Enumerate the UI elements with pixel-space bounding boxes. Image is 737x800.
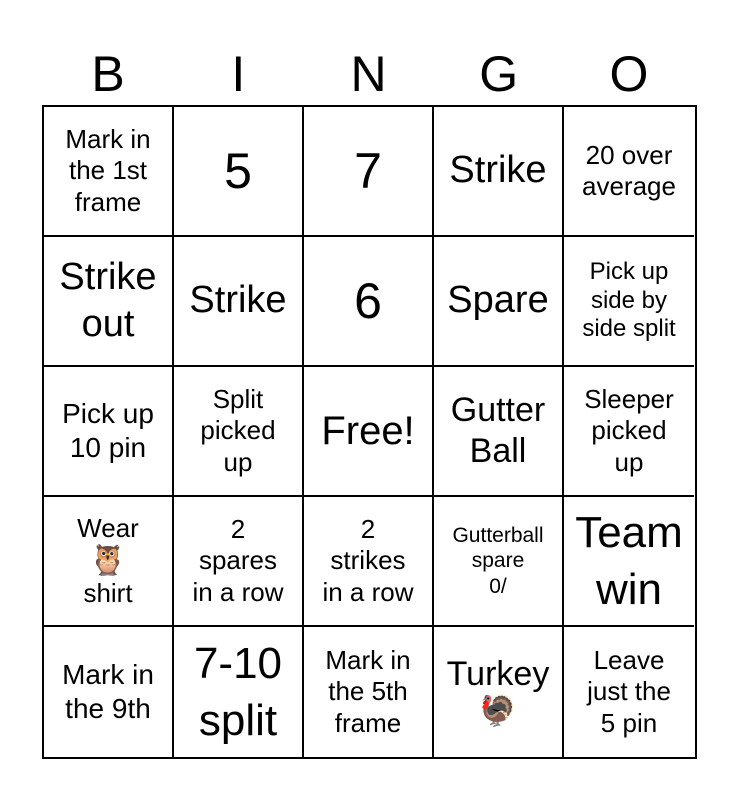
bingo-cell[interactable]	[434, 627, 564, 757]
cell-text: Leave just the 5 pin	[587, 645, 671, 738]
bingo-header	[43, 44, 694, 104]
bingo-cell[interactable]	[434, 367, 564, 497]
bingo-cell[interactable]	[564, 497, 694, 627]
bingo-cell[interactable]	[44, 497, 174, 627]
bingo-cell[interactable]	[44, 627, 174, 757]
bingo-cell[interactable]	[564, 627, 694, 757]
cell-text: Spare	[447, 279, 549, 322]
bingo-cell[interactable]	[434, 237, 564, 367]
owl-icon: 🦉	[89, 543, 127, 577]
bingo-cell[interactable]	[44, 107, 174, 237]
cell-text: Gutterball spare 0/	[452, 524, 544, 598]
bingo-cell[interactable]	[44, 367, 174, 497]
cell-text: shirt	[83, 578, 133, 609]
cell-text: Team win	[575, 507, 683, 614]
cell-text: Mark in the 9th	[62, 659, 154, 724]
cell-text: Wear	[77, 512, 139, 543]
cell-text: 2 spares in a row	[192, 514, 284, 607]
cell-text: Mark in the 5th frame	[325, 645, 411, 738]
cell-text: 6	[354, 273, 382, 329]
cell-text: Turkey	[446, 655, 550, 694]
bingo-cell[interactable]	[174, 497, 304, 627]
bingo-cell[interactable]	[564, 107, 694, 237]
cell-text: Strike out	[59, 255, 157, 345]
bingo-cell[interactable]	[174, 107, 304, 237]
bingo-cell[interactable]	[434, 107, 564, 237]
bingo-cell[interactable]	[564, 367, 694, 497]
turkey-icon: 🦃	[479, 695, 517, 729]
header-letter-i: I	[231, 46, 246, 102]
cell-text: Pick up 10 pin	[62, 398, 154, 463]
cell-text: Free!	[321, 409, 415, 453]
header-letter-o: O	[609, 46, 649, 102]
bingo-cell[interactable]	[174, 237, 304, 367]
cell-text: Pick up side by side split	[582, 257, 676, 343]
cell-text: 20 over average	[582, 139, 676, 201]
bingo-cell[interactable]	[304, 627, 434, 757]
bingo-cell[interactable]	[304, 497, 434, 627]
header-letter-b: B	[91, 46, 125, 102]
cell-text: 5	[224, 143, 252, 199]
free-space[interactable]	[304, 367, 434, 497]
cell-text: Split picked up	[200, 384, 276, 477]
cell-text: Strike	[189, 279, 287, 322]
bingo-cell[interactable]	[44, 237, 174, 367]
cell-text: 7	[354, 143, 382, 199]
bingo-board	[42, 105, 697, 759]
cell-text: Mark in the 1st frame	[65, 124, 151, 217]
bingo-cell[interactable]	[304, 237, 434, 367]
header-letter-g: G	[479, 46, 519, 102]
header-letter-n: N	[350, 46, 387, 102]
cell-text: Gutter Ball	[450, 391, 546, 470]
bingo-cell[interactable]	[174, 627, 304, 757]
cell-text: 7-10 split	[193, 638, 283, 745]
cell-text: 2 strikes in a row	[322, 514, 414, 607]
cell-text: Strike	[449, 149, 547, 192]
bingo-cell[interactable]	[434, 497, 564, 627]
cell-text: Sleeper picked up	[584, 384, 674, 477]
bingo-cell[interactable]	[304, 107, 434, 237]
bingo-cell[interactable]	[174, 367, 304, 497]
bingo-cell[interactable]	[564, 237, 694, 367]
